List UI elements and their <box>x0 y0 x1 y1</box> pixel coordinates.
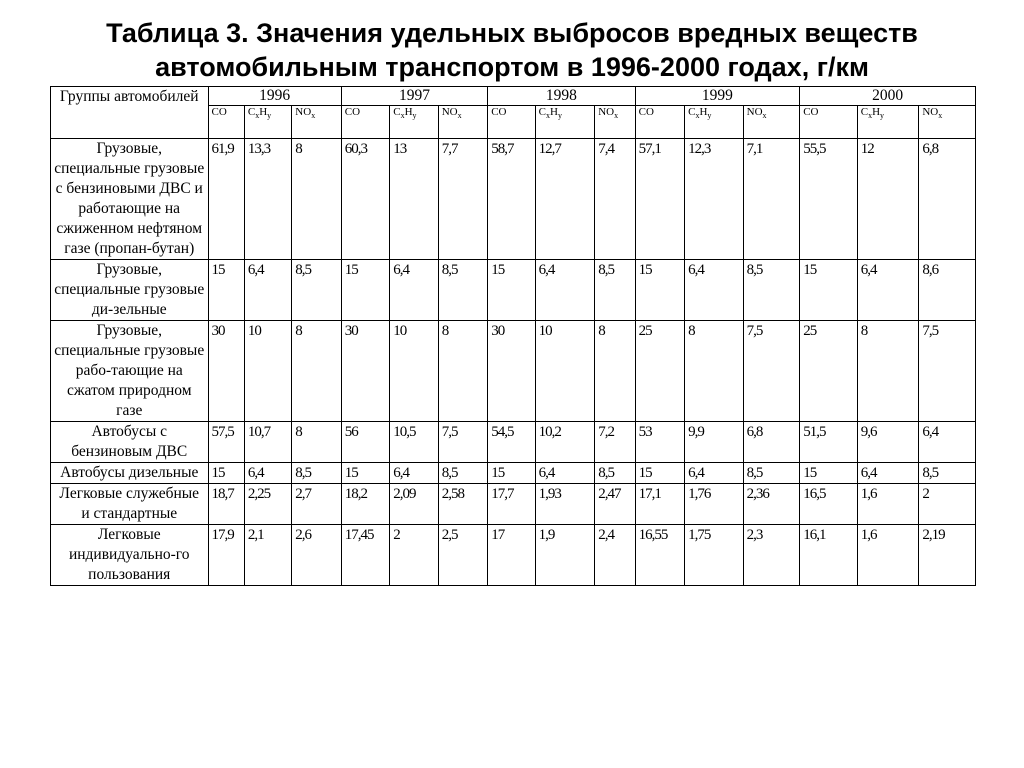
emission-value: 7,7 <box>438 139 488 260</box>
emission-value: 1,6 <box>857 484 919 525</box>
emission-value: 8,5 <box>743 463 800 484</box>
pollutant-header <box>438 106 488 139</box>
pollutant-header <box>488 106 535 139</box>
pollutant-symbol: C <box>688 106 696 118</box>
emission-value: 6,4 <box>857 260 919 321</box>
emission-value: 6,4 <box>919 422 976 463</box>
pollutant-header <box>685 106 744 139</box>
pollutant-subscript: x <box>938 111 943 121</box>
emission-value: 17,45 <box>341 525 389 586</box>
groups-header: Группы автомобилей <box>51 87 209 139</box>
table-row <box>51 321 976 422</box>
emission-value: 13 <box>390 139 438 260</box>
pollutant-subscript: x <box>457 111 462 121</box>
emission-value: 15 <box>800 463 858 484</box>
emission-value: 7,4 <box>595 139 635 260</box>
emission-value: 53 <box>635 422 684 463</box>
pollutant-header <box>292 106 342 139</box>
emission-value: 15 <box>488 463 535 484</box>
vehicle-group-label: Легковые служебные и стандартные <box>51 484 209 525</box>
emission-value: 57,1 <box>635 139 684 260</box>
emission-value: 15 <box>635 463 684 484</box>
pollutant-subscript: y <box>412 111 417 121</box>
emission-value: 2,58 <box>438 484 488 525</box>
emission-value: 12,7 <box>535 139 595 260</box>
pollutant-symbol: C <box>247 106 256 118</box>
vehicle-group-label: Автобусы дизельные <box>51 463 209 484</box>
emission-value: 1,93 <box>535 484 595 525</box>
pollutant-subscript: x <box>400 111 405 121</box>
emission-value: 7,5 <box>438 422 488 463</box>
caption-line-2: автомобильным транспортом в 1996-2000 годах, г/км <box>155 52 869 82</box>
pollutant-header <box>244 106 291 139</box>
pollutant-symbol: NO <box>598 106 615 118</box>
table-row <box>51 260 976 321</box>
pollutant-header <box>743 106 800 139</box>
emission-value: 2,3 <box>743 525 800 586</box>
pollutant-symbol: NO <box>295 106 312 118</box>
pollutant-symbol: CO <box>803 106 819 118</box>
pollutant-subscript: x <box>614 111 619 121</box>
emission-value: 2,1 <box>244 525 291 586</box>
emission-value: 15 <box>341 463 389 484</box>
vehicle-group-label: Легковые индивидуально-го пользования <box>51 525 209 586</box>
emission-value: 2 <box>390 525 438 586</box>
vehicle-group-label: Грузовые, специальные грузовые рабо-тающие на сжатом природном газе <box>51 321 209 422</box>
emission-value: 54,5 <box>488 422 535 463</box>
emission-value: 61,9 <box>208 139 244 260</box>
pollutant-subscript: x <box>695 111 700 121</box>
emission-value: 15 <box>208 260 244 321</box>
emission-value: 8,5 <box>595 260 635 321</box>
vehicle-group-label: Автобусы с бензиновым ДВС <box>51 422 209 463</box>
emissions-table <box>50 86 976 586</box>
emission-value: 2,5 <box>438 525 488 586</box>
emission-value: 2,25 <box>244 484 291 525</box>
table-row <box>51 525 976 586</box>
emission-value: 16,5 <box>800 484 858 525</box>
emission-value: 25 <box>800 321 858 422</box>
pollutant-subscript: y <box>557 111 562 121</box>
year-header: 1997 <box>341 87 487 106</box>
table-row <box>51 484 976 525</box>
emission-value: 15 <box>488 260 535 321</box>
emission-value: 2,6 <box>292 525 342 586</box>
emission-value: 15 <box>208 463 244 484</box>
emission-value: 6,8 <box>743 422 800 463</box>
emission-value: 16,55 <box>635 525 684 586</box>
pollutant-symbol: H <box>259 106 268 118</box>
table-row <box>51 422 976 463</box>
emission-value: 8 <box>292 139 342 260</box>
pollutant-subscript: y <box>707 111 712 121</box>
caption-line-1: Таблица 3. Значения удельных выбросов вредных веществ <box>106 18 918 48</box>
table-row <box>51 139 976 260</box>
emission-value: 7,5 <box>919 321 976 422</box>
emission-value: 1,75 <box>685 525 744 586</box>
emission-value: 30 <box>488 321 535 422</box>
pollutant-symbol: NO <box>922 106 939 118</box>
emission-value: 12,3 <box>685 139 744 260</box>
emission-value: 15 <box>341 260 389 321</box>
emission-value: 8,5 <box>438 260 488 321</box>
table-caption <box>0 16 1024 84</box>
pollutant-symbol: H <box>872 106 881 118</box>
emission-value: 8 <box>685 321 744 422</box>
emission-value: 8,5 <box>438 463 488 484</box>
emission-value: 15 <box>800 260 858 321</box>
emission-value: 2 <box>919 484 976 525</box>
vehicle-group-label: Грузовые, специальные грузовые с бензиновыми ДВС и работающие на сжиженном нефтяном газе (пропан-бутан) <box>51 139 209 260</box>
emission-value: 6,4 <box>244 260 291 321</box>
year-header: 1998 <box>488 87 635 106</box>
emission-value: 25 <box>635 321 684 422</box>
emission-value: 7,1 <box>743 139 800 260</box>
pollutant-symbol: H <box>699 106 708 118</box>
pollutant-symbol: H <box>550 106 558 118</box>
emission-value: 17,1 <box>635 484 684 525</box>
emission-value: 8,5 <box>743 260 800 321</box>
pollutant-header <box>208 106 244 139</box>
emission-value: 17,9 <box>208 525 244 586</box>
emission-value: 10 <box>535 321 595 422</box>
emission-value: 2,19 <box>919 525 976 586</box>
pollutant-symbol: CO <box>491 106 507 118</box>
emission-value: 18,2 <box>341 484 389 525</box>
vehicle-group-label: Грузовые, специальные грузовые ди-зельные <box>51 260 209 321</box>
pollutant-symbol: C <box>393 106 401 118</box>
emission-value: 6,8 <box>919 139 976 260</box>
emission-value: 2,36 <box>743 484 800 525</box>
emission-value: 17 <box>488 525 535 586</box>
emission-value: 60,3 <box>341 139 389 260</box>
emission-value: 6,4 <box>685 260 744 321</box>
emission-value: 6,4 <box>390 463 438 484</box>
emission-value: 55,5 <box>800 139 858 260</box>
pollutant-symbol: C <box>538 106 546 118</box>
emission-value: 1,6 <box>857 525 919 586</box>
emission-value: 8 <box>438 321 488 422</box>
emission-value: 51,5 <box>800 422 858 463</box>
emission-value: 7,5 <box>743 321 800 422</box>
pollutant-symbol: CO <box>344 106 361 118</box>
emission-value: 8 <box>292 321 342 422</box>
year-header: 1996 <box>208 87 341 106</box>
emission-value: 2,7 <box>292 484 342 525</box>
emission-value: 18,7 <box>208 484 244 525</box>
emission-value: 8 <box>595 321 635 422</box>
pollutant-subscript: x <box>762 111 767 121</box>
emission-value: 6,4 <box>685 463 744 484</box>
emission-value: 8,5 <box>292 260 342 321</box>
emission-value: 2,4 <box>595 525 635 586</box>
pollutant-header <box>595 106 635 139</box>
emission-value: 2,47 <box>595 484 635 525</box>
pollutant-subscript: y <box>880 111 885 121</box>
pollutant-subscript: x <box>255 111 260 121</box>
pollutant-subscript: y <box>267 111 272 121</box>
emission-value: 6,4 <box>857 463 919 484</box>
pollutant-symbol: C <box>860 106 869 118</box>
emission-value: 8 <box>857 321 919 422</box>
year-header-row <box>51 87 976 106</box>
emission-value: 9,6 <box>857 422 919 463</box>
pollutant-subscript: x <box>868 111 873 121</box>
emission-value: 12 <box>857 139 919 260</box>
emission-value: 8,5 <box>595 463 635 484</box>
emission-value: 9,9 <box>685 422 744 463</box>
emission-value: 8,5 <box>919 463 976 484</box>
emission-value: 8,5 <box>292 463 342 484</box>
pollutant-subscript: x <box>311 111 316 121</box>
pollutant-header <box>635 106 684 139</box>
emission-value: 1,9 <box>535 525 595 586</box>
year-header: 1999 <box>635 87 800 106</box>
pollutant-symbol: NO <box>441 106 458 118</box>
emission-value: 6,4 <box>244 463 291 484</box>
pollutant-symbol: CO <box>638 106 654 118</box>
year-header: 2000 <box>800 87 976 106</box>
emission-value: 6,4 <box>535 260 595 321</box>
emission-value: 2,09 <box>390 484 438 525</box>
emission-value: 6,4 <box>390 260 438 321</box>
emission-value: 10,7 <box>244 422 291 463</box>
emission-value: 10 <box>390 321 438 422</box>
emission-value: 57,5 <box>208 422 244 463</box>
emission-value: 56 <box>341 422 389 463</box>
emission-value: 30 <box>208 321 244 422</box>
emission-value: 13,3 <box>244 139 291 260</box>
pollutant-symbol: NO <box>746 106 763 118</box>
emission-value: 1,76 <box>685 484 744 525</box>
emission-value: 10,5 <box>390 422 438 463</box>
emission-value: 8,6 <box>919 260 976 321</box>
pollutant-header <box>341 106 389 139</box>
emission-value: 58,7 <box>488 139 535 260</box>
pollutant-header <box>919 106 976 139</box>
emission-value: 7,2 <box>595 422 635 463</box>
emission-value: 6,4 <box>535 463 595 484</box>
emission-value: 15 <box>635 260 684 321</box>
pollutant-header <box>800 106 858 139</box>
pollutant-header <box>390 106 438 139</box>
pollutant-symbol: CO <box>211 106 227 118</box>
pollutant-header <box>535 106 595 139</box>
emission-value: 17,7 <box>488 484 535 525</box>
table-row <box>51 463 976 484</box>
pollutant-symbol: H <box>404 106 413 118</box>
emission-value: 30 <box>341 321 389 422</box>
emission-value: 10 <box>244 321 291 422</box>
emission-value: 16,1 <box>800 525 858 586</box>
pollutant-header <box>857 106 919 139</box>
table-body <box>51 139 976 586</box>
emission-value: 10,2 <box>535 422 595 463</box>
pollutant-subscript: x <box>546 111 550 121</box>
emission-value: 8 <box>292 422 342 463</box>
